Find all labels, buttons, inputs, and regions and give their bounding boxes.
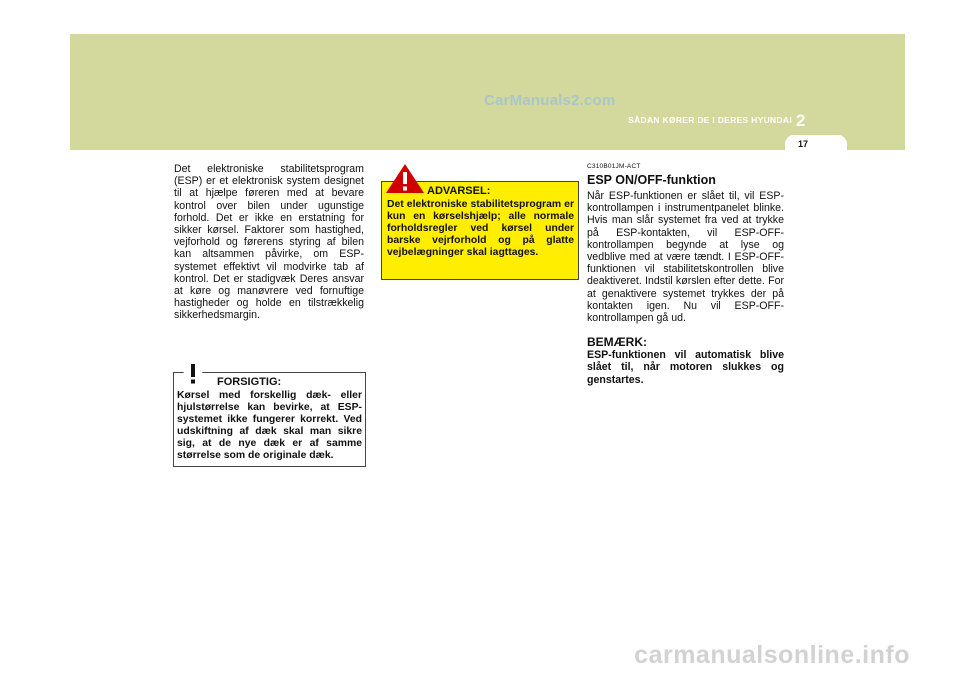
left-column	[174, 163, 364, 322]
watermark-carmanualsonline[interactable]: carmanualsonline.info	[634, 641, 910, 669]
caution-text: Kørsel med forskellig dæk- eller hjulstørrelse kan bevirke, at ESP-systemet ikke fungerer korrekt. Ved udskiftning af dæk skal man sikre sig, at de nye dæk er af samme størrelse som de originale dæk.	[177, 390, 362, 461]
note-heading: BEMÆRK:	[587, 335, 647, 350]
warning-title: ADVARSEL:	[427, 185, 491, 197]
caution-title: FORSIGTIG:	[217, 376, 282, 388]
watermark-carmanuals2[interactable]: CarManuals2.com	[484, 92, 616, 109]
section-code: C310B01JM-ACT	[587, 163, 641, 170]
warning-text: Det elektroniske stabilitetsprogram er kun en kørselshjælp; alle normale forholdsregler ved kørsel under barske vejrforhold og på glatte vejbelægninger skal iagttages.	[387, 199, 574, 258]
esp-onoff-text: Når ESP-funktionen er slået til, vil ESP-kontrollampen i instrumentpanelet blinke. Hvis man slår systemet fra ved at trykke på ESP-kontakten, vil ESP-OFF-kontrollampen begynde at lyse og vedblive med at være tændt. I ESP-OFF-funktionen vil stabilitetskontrollen blive deaktiveret. Indstil kørslen efter dette. For at genaktivere systemet trykkes der på kontakten igen. Nu vil ESP-OFF-kontrollampen gå ud.	[587, 190, 784, 325]
esp-intro-text: Det elektroniske stabilitetsprogram (ESP) er et elektronisk system designet til at hjælpe føreren med at bevare kontrol over bilen under ugunstige forhold. Det er ikke en erstatning for sikker kørsel. Faktorer som hastighed, vejforhold og førerens styring af bilen kan altsammen påvirke, om ESP-systemet effektivt vil modvirke tab af kontrol. Det er stadigvæk Deres ansvar at køre og manøvrere ved fornuftige hastigheder og holde en tilstrækkelig sikkerhedsmargin.	[174, 163, 364, 322]
warning-triangle-icon	[174, 357, 212, 387]
section-title: SÅDAN KØRER DE I DERES HYUNDAI	[628, 115, 792, 125]
esp-onoff-heading: ESP ON/OFF-funktion	[587, 173, 716, 187]
chapter-number: 2	[796, 111, 806, 130]
page-number: 17	[797, 139, 808, 149]
warning-triangle-icon	[385, 163, 425, 194]
right-column	[587, 163, 784, 386]
note-text: ESP-funktionen vil automatisk blive slået til, når motoren slukkes og genstartes.	[587, 349, 784, 386]
